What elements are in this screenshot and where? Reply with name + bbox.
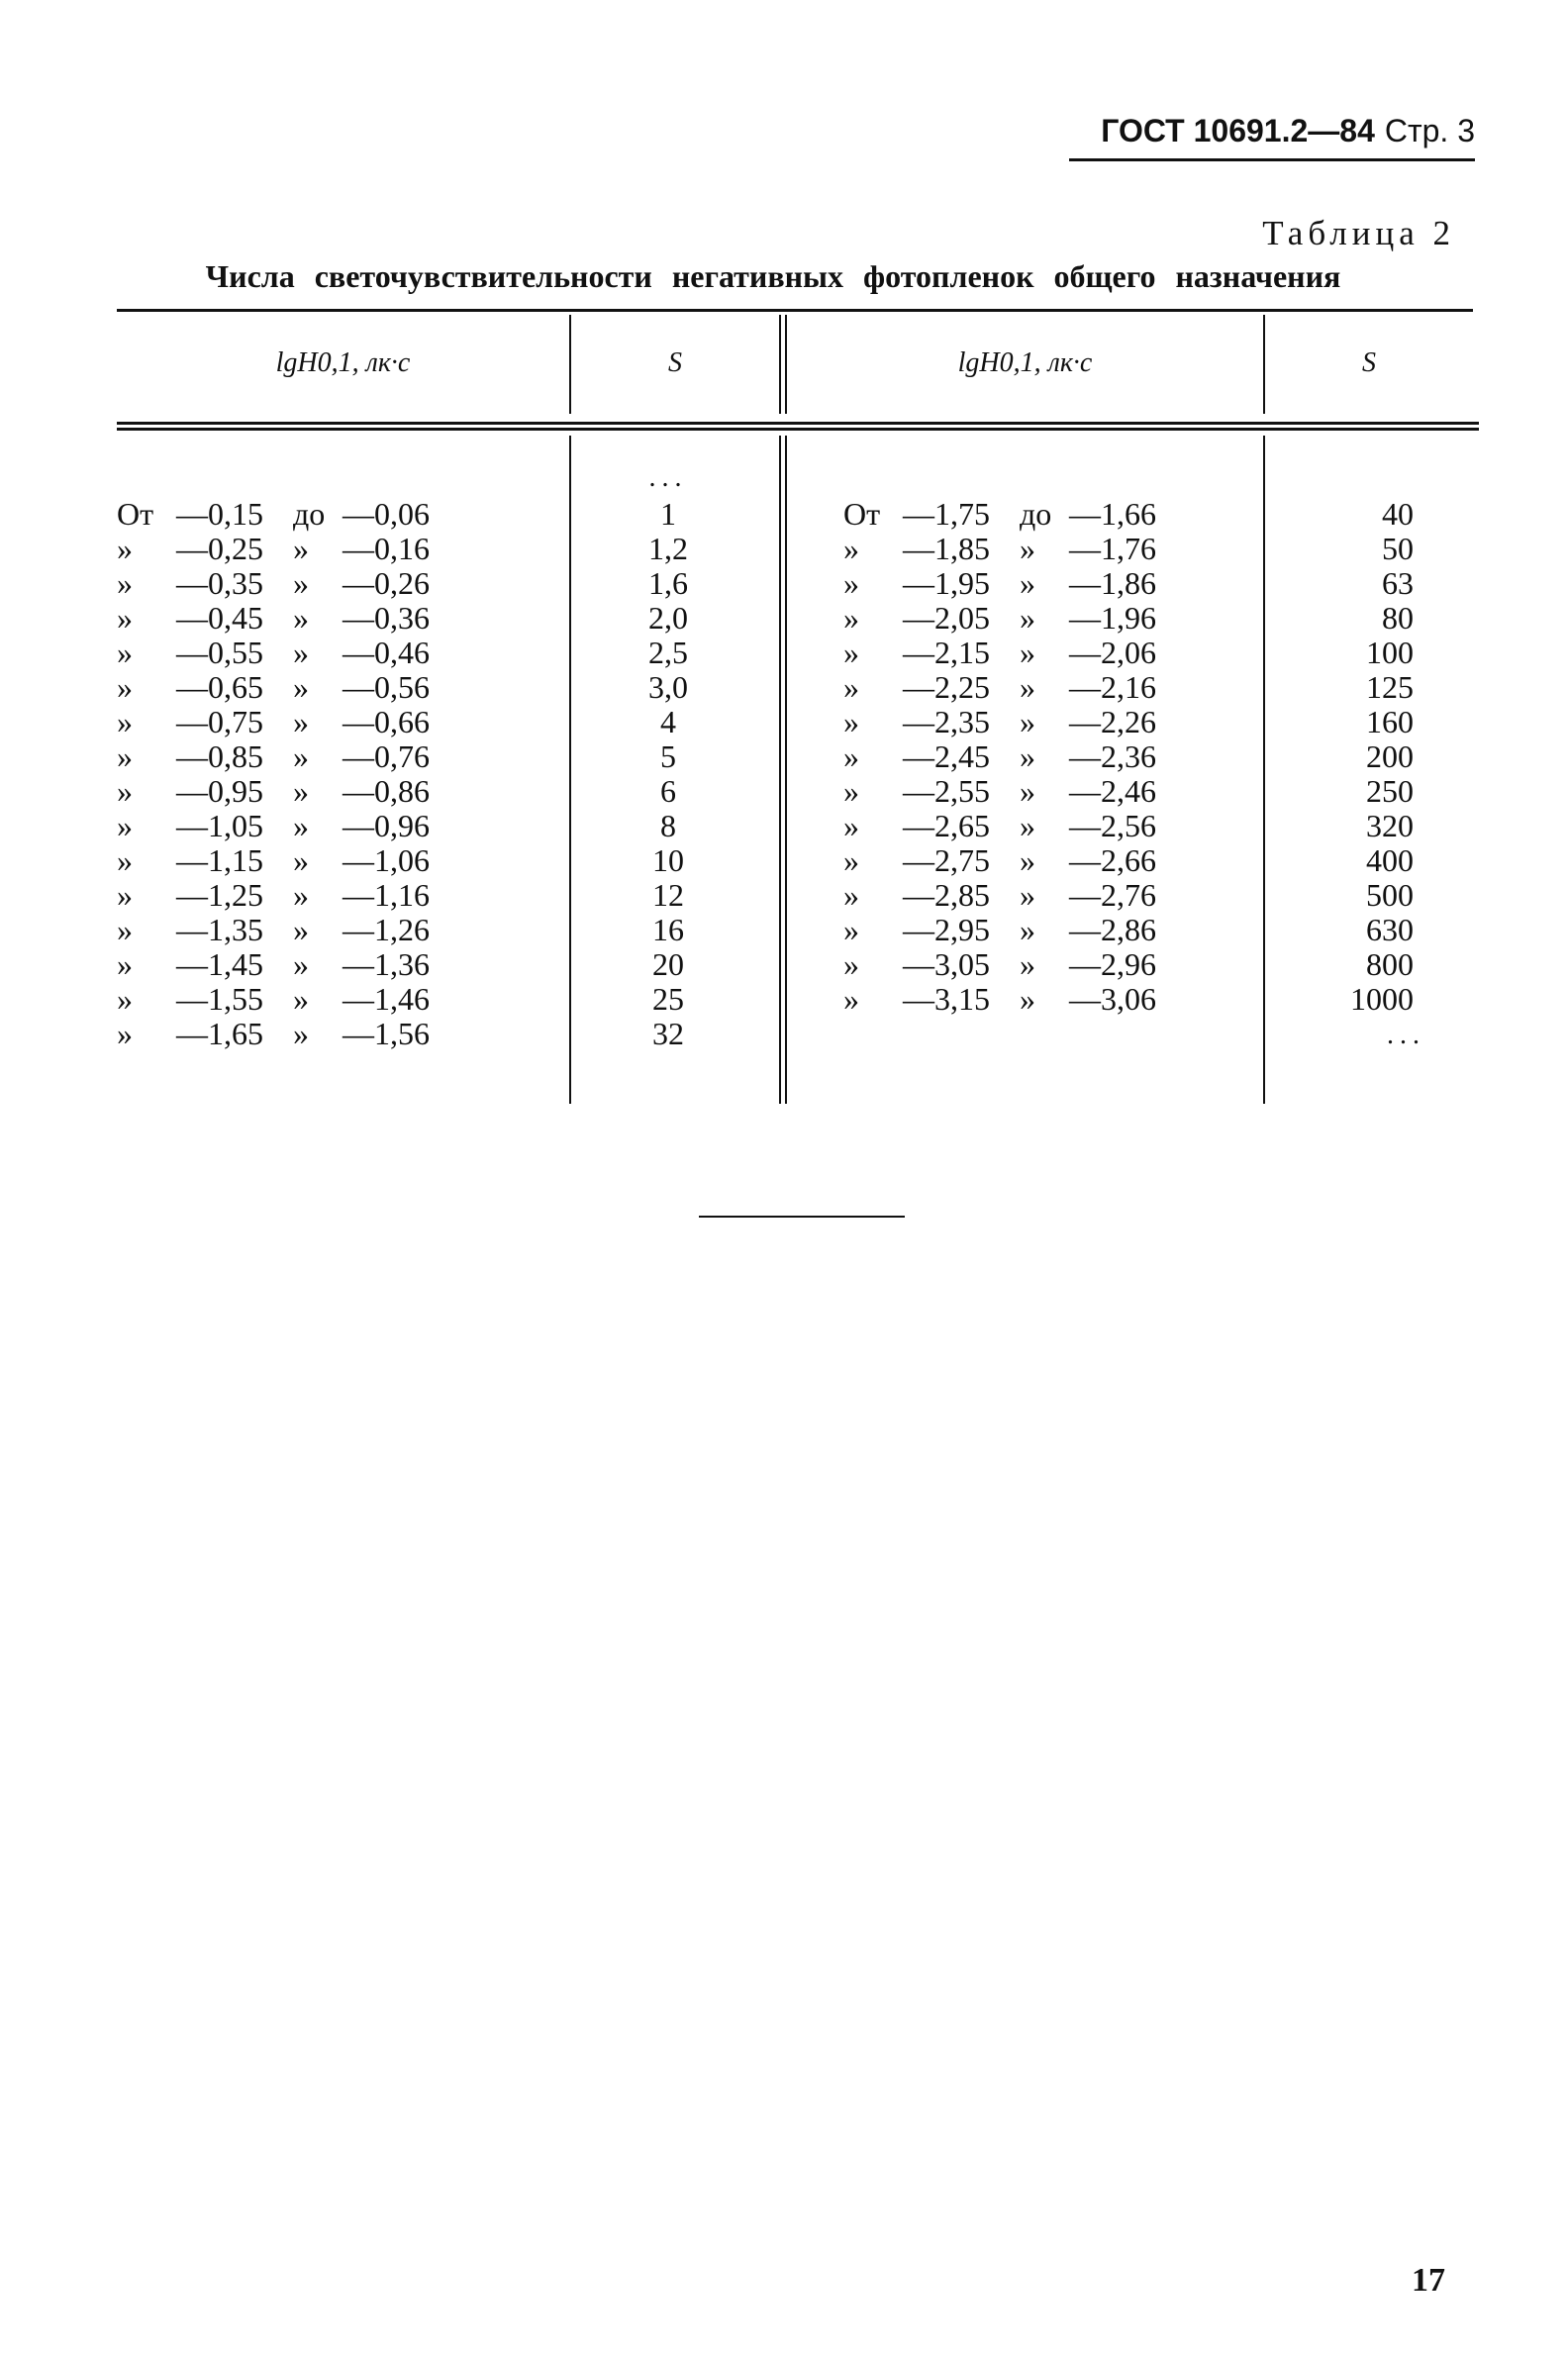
range-part-p4: —1,46 [343,981,430,1017]
range-row [843,497,1259,532]
range-row [117,878,552,913]
range-row [843,532,1259,566]
column-header-lg-right: lgH0,1, лк·с [957,347,1093,378]
range-row [117,739,552,774]
s-value: 800 [1366,946,1414,982]
document-code: ГОСТ 10691.2—84 [1101,113,1375,148]
range-part-p2: —1,25 [176,877,263,913]
left-top-ellipsis: ... [648,462,688,493]
range-row [117,982,552,1017]
range-part-p2: —2,85 [903,877,990,913]
range-part-p4: —2,26 [1069,704,1156,739]
range-row [117,532,552,566]
range-row [843,843,1259,878]
range-part-p3: » [1020,877,1035,913]
range-part-p4: —1,66 [1069,496,1156,532]
range-part-p4: —0,46 [343,635,430,670]
range-part-p4: —0,36 [343,600,430,636]
range-part-p1: » [843,877,859,913]
s-value: 3,0 [648,669,688,705]
range-part-p2: —3,05 [903,946,990,982]
range-part-p3: » [1020,531,1035,566]
range-part-p1: » [117,600,133,636]
range-part-p1: » [117,808,133,843]
range-part-p2: —1,35 [176,912,263,947]
range-part-p3: » [1020,773,1035,809]
page-label: Стр. 3 [1384,113,1475,148]
range-part-p4: —2,16 [1069,669,1156,705]
range-part-p1: » [843,912,859,947]
range-row [843,566,1259,601]
range-part-p2: —1,85 [903,531,990,566]
range-part-p4: —0,16 [343,531,430,566]
range-part-p4: —1,16 [343,877,430,913]
range-part-p4: —1,76 [1069,531,1156,566]
range-part-p2: —2,45 [903,738,990,774]
range-part-p2: —1,75 [903,496,990,532]
range-part-p1: » [843,565,859,601]
column-header-s-right: S [1362,347,1376,378]
range-part-p3: » [1020,669,1035,705]
s-value: 320 [1366,808,1414,843]
range-part-p4: —2,86 [1069,912,1156,947]
range-row [117,774,552,809]
table-title: Числа светочувствительности негативных фотопленок общего назначения [205,258,1341,294]
range-part-p4: —1,56 [343,1016,430,1051]
range-part-p3: » [293,1016,309,1051]
range-part-p4: —2,36 [1069,738,1156,774]
range-part-p4: —1,36 [343,946,430,982]
range-row [117,913,552,947]
range-part-p4: —0,86 [343,773,430,809]
left-range-column [117,497,552,1051]
range-row [843,774,1259,809]
left-s-column [614,497,723,1051]
range-part-p2: —2,55 [903,773,990,809]
range-part-p1: » [117,773,133,809]
range-part-p4: —3,06 [1069,981,1156,1017]
range-part-p2: —1,55 [176,981,263,1017]
range-part-p4: —1,26 [343,912,430,947]
range-part-p1: » [117,635,133,670]
range-part-p3: » [293,842,309,878]
range-part-p4: —2,56 [1069,808,1156,843]
range-row [843,947,1259,982]
range-part-p4: —1,06 [343,842,430,878]
range-part-p3: » [293,531,309,566]
s-value: 12 [652,877,684,913]
range-part-p2: —0,15 [176,496,263,532]
range-part-p3: » [1020,738,1035,774]
range-part-p2: —2,95 [903,912,990,947]
range-part-p4: —0,26 [343,565,430,601]
s-value: 80 [1382,600,1414,636]
range-part-p3: » [293,738,309,774]
range-part-p2: —2,35 [903,704,990,739]
range-row [843,705,1259,739]
range-row [843,913,1259,947]
table-label: Таблица 2 [1262,214,1455,252]
range-part-p4: —0,56 [343,669,430,705]
range-part-p1: » [117,565,133,601]
range-part-p2: —0,85 [176,738,263,774]
range-part-p3: » [293,635,309,670]
range-row [117,947,552,982]
range-part-p1: » [117,531,133,566]
range-part-p4: —0,76 [343,738,430,774]
s-value: 1000 [1350,981,1414,1017]
header-bottom-rule-2 [117,428,1479,431]
s-value: 2,0 [648,600,688,636]
s-value: 25 [652,981,684,1017]
range-row [843,878,1259,913]
range-part-p2: —2,65 [903,808,990,843]
range-part-p3: » [1020,600,1035,636]
range-part-p4: —1,86 [1069,565,1156,601]
range-part-p2: —1,95 [903,565,990,601]
s-value: 8 [660,808,676,843]
s-value: 40 [1382,496,1414,532]
s-value: 5 [660,738,676,774]
range-part-p1: » [843,946,859,982]
range-part-p3: » [1020,842,1035,878]
range-part-p3: » [1020,635,1035,670]
s-value: 200 [1366,738,1414,774]
body-divider-1 [569,436,571,1104]
s-value: 6 [660,773,676,809]
s-value: 1 [660,496,676,532]
range-part-p3: » [293,946,309,982]
s-value: 20 [652,946,684,982]
range-part-p2: —0,45 [176,600,263,636]
range-part-p3: » [293,773,309,809]
range-part-p3: » [293,877,309,913]
header-bottom-rule-1 [117,422,1479,425]
table-top-rule [117,309,1473,312]
range-part-p4: —0,66 [343,704,430,739]
range-row [843,670,1259,705]
range-part-p3: » [293,912,309,947]
s-value: 4 [660,704,676,739]
range-part-p3: » [293,808,309,843]
range-part-p1: » [117,981,133,1017]
range-part-p2: —1,45 [176,946,263,982]
range-part-p4: —0,06 [343,496,430,532]
range-part-p2: —0,25 [176,531,263,566]
header-divider-2a [779,315,781,414]
column-header-lg-left: lgH0,1, лк·с [275,347,411,378]
range-part-p4: —0,96 [343,808,430,843]
range-part-p1: » [843,635,859,670]
range-part-p3: » [1020,808,1035,843]
right-s-column [1317,497,1414,1017]
range-row [117,636,552,670]
range-part-p4: —2,96 [1069,946,1156,982]
range-part-p4: —1,96 [1069,600,1156,636]
range-row [117,809,552,843]
range-part-p3: » [293,981,309,1017]
s-value: 250 [1366,773,1414,809]
range-part-p1: » [843,531,859,566]
range-row [843,982,1259,1017]
range-row [117,566,552,601]
range-part-p1: » [117,738,133,774]
range-part-p3: до [293,496,326,532]
range-part-p1: От [843,496,881,532]
range-part-p3: » [293,669,309,705]
range-part-p2: —0,75 [176,704,263,739]
range-part-p1: » [117,912,133,947]
range-row [117,705,552,739]
s-value: 100 [1366,635,1414,670]
range-part-p2: —0,55 [176,635,263,670]
right-range-column [843,497,1259,1017]
range-part-p2: —2,25 [903,669,990,705]
range-part-p1: » [117,877,133,913]
range-part-p2: —2,15 [903,635,990,670]
range-part-p2: —2,75 [903,842,990,878]
s-value: 32 [652,1016,684,1051]
range-part-p3: » [293,704,309,739]
range-part-p3: » [1020,946,1035,982]
range-row [117,601,552,636]
range-part-p1: » [843,738,859,774]
range-part-p4: —2,06 [1069,635,1156,670]
range-part-p1: » [117,842,133,878]
range-part-p3: » [1020,565,1035,601]
range-part-p3: » [293,600,309,636]
header-rule [1069,158,1475,161]
range-part-p1: » [117,704,133,739]
column-header-s-left: S [668,347,682,378]
s-value: 160 [1366,704,1414,739]
range-row [843,636,1259,670]
range-part-p1: » [843,773,859,809]
range-part-p1: » [117,1016,133,1051]
range-part-p4: —2,46 [1069,773,1156,809]
range-part-p1: » [843,981,859,1017]
s-value: 16 [652,912,684,947]
range-part-p2: —0,95 [176,773,263,809]
range-part-p1: От [117,496,154,532]
range-part-p3: до [1020,496,1052,532]
range-part-p1: » [117,669,133,705]
range-part-p3: » [1020,912,1035,947]
s-value: 1,6 [648,565,688,601]
range-part-p2: —3,15 [903,981,990,1017]
range-row [843,809,1259,843]
range-part-p4: —2,76 [1069,877,1156,913]
s-value: 400 [1366,842,1414,878]
body-divider-2a [779,436,781,1104]
range-row [117,497,552,532]
range-part-p4: —2,66 [1069,842,1156,878]
body-divider-3 [1263,436,1265,1104]
range-part-p3: » [1020,981,1035,1017]
s-value: 63 [1382,565,1414,601]
range-row [843,601,1259,636]
s-value: 630 [1366,912,1414,947]
range-part-p1: » [843,842,859,878]
s-value: 50 [1382,531,1414,566]
range-part-p2: —1,15 [176,842,263,878]
range-part-p2: —1,65 [176,1016,263,1051]
range-row [117,670,552,705]
end-rule [699,1216,905,1218]
range-part-p1: » [843,600,859,636]
range-part-p3: » [293,565,309,601]
s-value: 1,2 [648,531,688,566]
right-bottom-ellipsis: ... [1387,1020,1425,1050]
range-row [843,739,1259,774]
range-part-p1: » [843,669,859,705]
range-part-p2: —0,35 [176,565,263,601]
range-part-p2: —1,05 [176,808,263,843]
range-row [117,843,552,878]
range-part-p2: —0,65 [176,669,263,705]
body-divider-2b [785,436,787,1104]
range-part-p1: » [117,946,133,982]
range-part-p2: —2,05 [903,600,990,636]
range-part-p1: » [843,704,859,739]
range-part-p3: » [1020,704,1035,739]
s-value: 10 [652,842,684,878]
s-value: 125 [1366,669,1414,705]
s-value: 500 [1366,877,1414,913]
page-number: 17 [1412,2262,1445,2299]
range-part-p1: » [843,808,859,843]
range-row [117,1017,552,1051]
s-value: 2,5 [648,635,688,670]
